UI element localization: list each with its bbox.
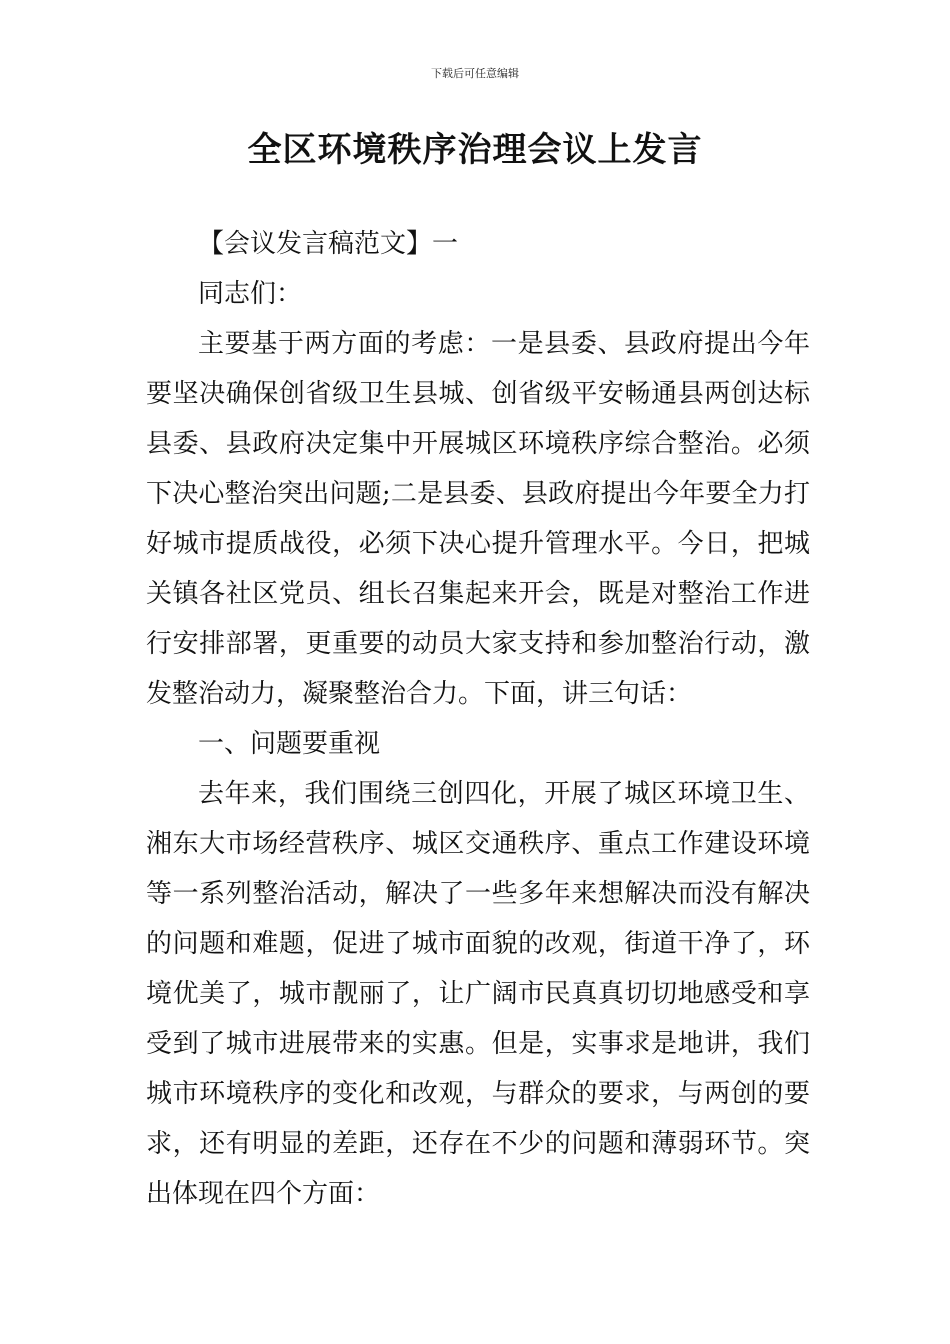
paragraph-section-1: 去年来，我们围绕三创四化，开展了城区环境卫生、湘东大市场经营秩序、城区交通秩序、重点工作建设环境等一系列整治活动，解决了一些多年来想解决而没有解决的问题和难题，促进了城市面貌的改观，街道干净了，环境优美了，城市靓丽了，让广阔市民真真切切地感受和享受到了城市进展带来的实惠。但是，实事求是地讲，我们城市环境秩序的变化和改观，与群众的要求，与两创的要求，还有明显的差距，还存在不少的问题和薄弱环节。突出体现在四个方面： (146, 779, 810, 1209)
header-note: 下载后可任意编辑 (431, 67, 519, 80)
paragraph-heading-label: 【会议发言稿范文】一 (198, 229, 459, 259)
section-heading-1: 一、问题要重视 (198, 729, 381, 759)
document-body (146, 219, 810, 1219)
document-title: 全区环境秩序治理会议上发言 (247, 130, 703, 170)
paragraph-intro: 主要基于两方面的考虑：一是县委、县政府提出今年要坚决确保创省级卫生县城、创省级平安畅通县两创达标县委、县政府决定集中开展城区环境秩序综合整治。必须下决心整治突出问题;二是县委、县政府提出今年要全力打好城市提质战役，必须下决心提升管理水平。今日，把城关镇各社区党员、组长召集起来开会，既是对整治工作进行安排部署，更重要的动员大家支持和参加整治行动，激发整治动力，凝聚整治合力。下面，讲三句话： (146, 329, 810, 709)
paragraph-salutation: 同志们： (198, 279, 303, 309)
